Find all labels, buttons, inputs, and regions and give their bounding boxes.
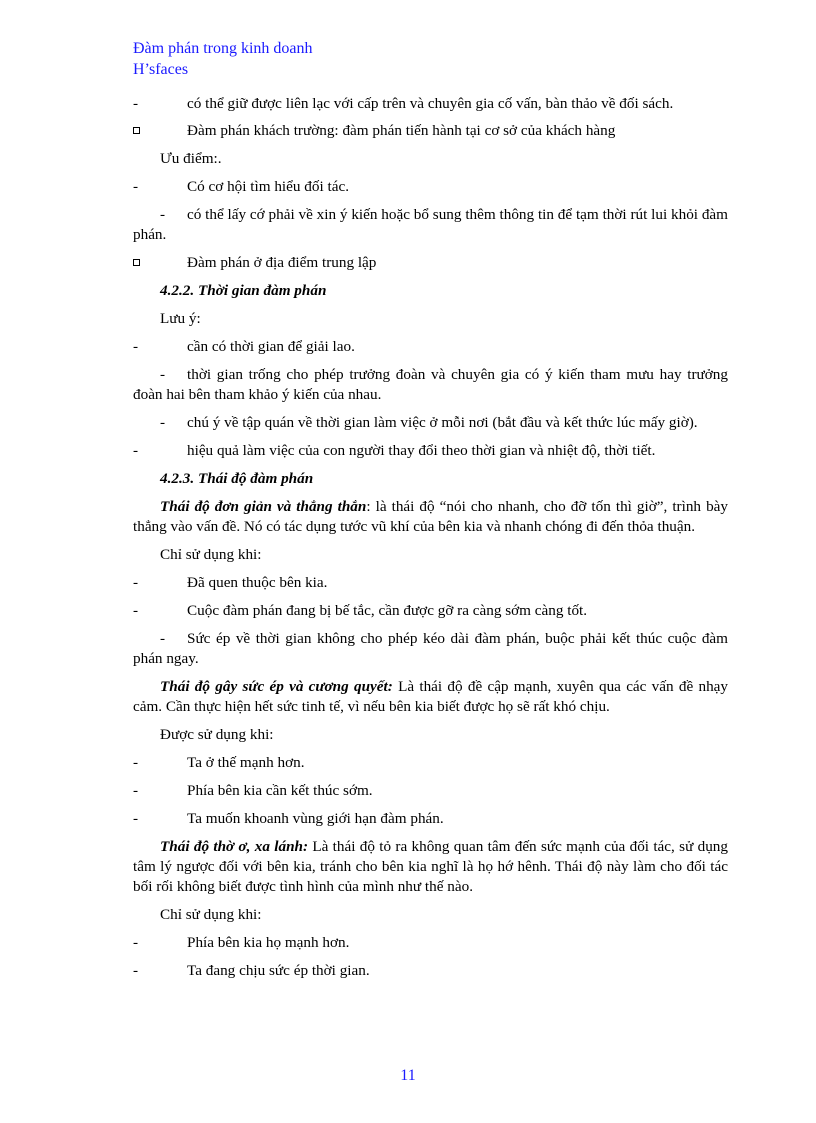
document-title: Đàm phán trong kinh doanh — [133, 40, 313, 57]
text-line: Ưu điểm:. — [160, 150, 222, 167]
document-header — [133, 38, 313, 80]
list-item: - Sức ép về thời gian không cho phép kéo dài đàm phán, buộc phải kết thúc cuộc đàm phán ngay. — [133, 630, 728, 667]
list-item: - cần có thời gian để giải lao. — [133, 338, 355, 355]
list-item: - có thể giữ được liên lạc với cấp trên và chuyên gia cố vấn, bàn thảo về đối sách. — [133, 95, 674, 112]
text-line: Chỉ sử dụng khi: — [160, 906, 262, 923]
paragraph: Thái độ đơn giản và thẳng thắn: là thái độ “nói cho nhanh, cho đỡ tốn thì giờ”, trình bày thẳng vào vấn đề. Nó có tác dụng tước vũ khí của bên kia và nhanh chóng đi đến thỏa thuận. — [133, 498, 728, 535]
paragraph: Thái độ gây sức ép và cương quyết: Là thái độ đề cập mạnh, xuyên qua các vấn đề nhạy cảm. Cần thực hiện hết sức tinh tế, vì nếu bên kia biết được họ sẽ rất khó chịu. — [133, 678, 729, 715]
bullet-item: Đàm phán khách trường: đàm phán tiến hành tại cơ sở của khách hàng — [133, 121, 728, 141]
text-line: Chỉ sử dụng khi: — [160, 546, 262, 563]
square-bullet-icon — [133, 259, 140, 266]
text-line: Lưu ý: — [160, 310, 201, 327]
list-item: - Phía bên kia họ mạnh hơn. — [133, 934, 350, 951]
list-item: - chú ý về tập quán về thời gian làm việc ở mỗi nơi (bắt đầu và kết thức lúc mấy giờ). — [160, 414, 698, 431]
text-line: Được sử dụng khi: — [160, 726, 274, 743]
page-number: 11 — [400, 1067, 416, 1084]
list-item: - Có cơ hội tìm hiểu đối tác. — [133, 178, 349, 195]
list-item: - có thể lấy cớ phải về xin ý kiến hoặc bổ sung thêm thông tin để tạm thời rút lui khỏi đàm phán. — [133, 206, 728, 243]
list-item: - Ta ở thế mạnh hơn. — [133, 754, 305, 771]
list-item: - Ta muốn khoanh vùng giới hạn đàm phán. — [133, 810, 444, 827]
list-item: - thời gian trống cho phép trưởng đoàn và chuyên gia có ý kiến tham mưu hay trưởng đoàn hai bên tham khảo ý kiến của nhau. — [133, 366, 728, 403]
list-item: - Ta đang chịu sức ép thời gian. — [133, 962, 370, 979]
document-author: H’sfaces — [133, 61, 189, 78]
paragraph: Thái độ thờ ơ, xa lánh: Là thái độ tỏ ra không quan tâm đến sức mạnh của đối tác, sử dụng tâm lý ngược đối với bên kia, tránh cho bên kia nghĩ là họ hớ hênh. Thái độ này làm cho đối tác bối rối không biết được tình hình của mình như thế nào. — [133, 838, 728, 895]
section-heading: 4.2.2. Thời gian đàm phán — [160, 282, 327, 299]
section-heading: 4.2.3. Thái độ đàm phán — [160, 470, 314, 487]
list-item: - hiệu quả làm việc của con người thay đổi theo thời gian và nhiệt độ, thời tiết. — [133, 442, 656, 459]
list-item: - Đã quen thuộc bên kia. — [133, 574, 328, 591]
page-body — [133, 94, 728, 981]
bullet-item: Đàm phán ở địa điểm trung lập — [133, 253, 728, 273]
list-item: - Phía bên kia cần kết thúc sớm. — [133, 782, 373, 799]
list-item: - Cuộc đàm phán đang bị bế tắc, cần được gỡ ra càng sớm càng tốt. — [133, 602, 588, 619]
square-bullet-icon — [133, 127, 140, 134]
